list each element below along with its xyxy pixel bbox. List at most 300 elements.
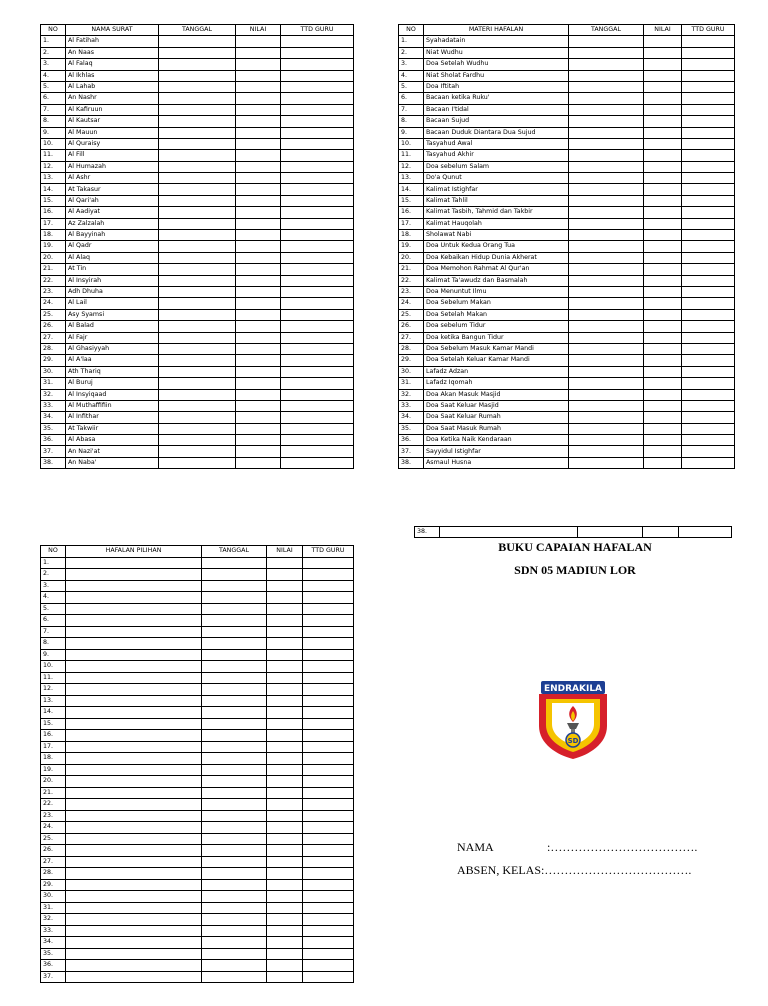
empty-cell (303, 948, 354, 960)
empty-cell (682, 264, 735, 275)
empty-cell (281, 321, 354, 332)
row-number: 2. (399, 47, 424, 58)
row-title: Al Insyiqaad (66, 389, 159, 400)
row-title: An Naas (66, 47, 159, 58)
empty-cell (569, 286, 644, 297)
empty-cell (303, 615, 354, 627)
row-number: 33. (399, 400, 424, 411)
row-number: 10. (399, 138, 424, 149)
empty-cell (159, 116, 236, 127)
materi-table (398, 24, 735, 469)
row-title: Sayyidul Istighfar (424, 446, 569, 457)
empty-cell (682, 116, 735, 127)
empty-cell (159, 309, 236, 320)
empty-cell (202, 718, 267, 730)
row-number: 31. (41, 378, 66, 389)
empty-cell (569, 150, 644, 161)
empty-cell (159, 343, 236, 354)
empty-cell (682, 343, 735, 354)
table-row (41, 799, 354, 811)
table-row (41, 127, 354, 138)
empty-cell (281, 218, 354, 229)
empty-cell (236, 173, 281, 184)
empty-cell (281, 150, 354, 161)
empty-cell (682, 332, 735, 343)
table-row (399, 264, 735, 275)
table-row (399, 150, 735, 161)
row-title: Doa Iftitah (424, 81, 569, 92)
table-row (41, 672, 354, 684)
empty-cell (267, 753, 303, 765)
empty-cell (236, 93, 281, 104)
table-row (41, 603, 354, 615)
row-number: 2. (41, 569, 66, 581)
empty-cell (569, 446, 644, 457)
row-number: 36. (399, 435, 424, 446)
empty-cell (682, 275, 735, 286)
table-row (41, 845, 354, 857)
table-row (41, 36, 354, 47)
empty-cell (66, 971, 202, 983)
table-row (41, 70, 354, 81)
empty-cell (159, 195, 236, 206)
empty-cell (267, 730, 303, 742)
empty-cell (569, 457, 644, 468)
table-row (41, 741, 354, 753)
empty-cell (440, 527, 578, 538)
row-number: 18. (41, 230, 66, 241)
empty-cell (682, 36, 735, 47)
empty-cell (569, 104, 644, 115)
empty-cell (303, 557, 354, 569)
row-title: Bacaan Duduk Diantara Dua Sujud (424, 127, 569, 138)
row-number: 29. (41, 879, 66, 891)
row-title: Al Quraisy (66, 138, 159, 149)
empty-cell (202, 799, 267, 811)
empty-cell (267, 879, 303, 891)
table-row (399, 286, 735, 297)
empty-cell (569, 36, 644, 47)
empty-cell (236, 286, 281, 297)
empty-cell (66, 891, 202, 903)
table-row (41, 298, 354, 309)
row-number: 21. (399, 264, 424, 275)
empty-cell (236, 378, 281, 389)
empty-cell (66, 856, 202, 868)
empty-cell (281, 81, 354, 92)
empty-cell (236, 161, 281, 172)
table-row (41, 138, 354, 149)
empty-cell (66, 822, 202, 834)
row-number: 29. (41, 355, 66, 366)
row-number: 5. (399, 81, 424, 92)
empty-cell (202, 833, 267, 845)
empty-cell (159, 138, 236, 149)
row-title: Bacaan ketika Ruku' (424, 93, 569, 104)
empty-cell (159, 36, 236, 47)
table-row (41, 446, 354, 457)
table-row (399, 184, 735, 195)
row-title: Ath Thariq (66, 366, 159, 377)
row-number: 11. (41, 672, 66, 684)
row-number: 26. (41, 845, 66, 857)
row-number: 33. (41, 400, 66, 411)
row-number: 34. (41, 412, 66, 423)
empty-cell (303, 776, 354, 788)
empty-cell (682, 286, 735, 297)
empty-cell (236, 446, 281, 457)
table-row (41, 150, 354, 161)
table-row (399, 241, 735, 252)
empty-cell (159, 184, 236, 195)
row-number: 17. (399, 218, 424, 229)
empty-cell (644, 150, 682, 161)
empty-cell (66, 730, 202, 742)
empty-cell (159, 252, 236, 263)
empty-cell (66, 672, 202, 684)
table-row (41, 264, 354, 275)
row-number: 20. (399, 252, 424, 263)
empty-cell (236, 70, 281, 81)
empty-cell (644, 400, 682, 411)
row-number: 23. (399, 286, 424, 297)
empty-cell (281, 435, 354, 446)
empty-cell (236, 264, 281, 275)
empty-cell (236, 59, 281, 70)
table-row (41, 810, 354, 822)
table-row (399, 412, 735, 423)
table-row (41, 707, 354, 719)
empty-cell (569, 321, 644, 332)
table-row (41, 275, 354, 286)
row-number: 32. (399, 389, 424, 400)
empty-cell (303, 787, 354, 799)
table-row (41, 626, 354, 638)
row-number: 21. (41, 787, 66, 799)
table-row (399, 47, 735, 58)
empty-cell (281, 230, 354, 241)
endrakila-logo (533, 678, 613, 760)
row-number: 25. (399, 309, 424, 320)
empty-cell (159, 47, 236, 58)
table-row (41, 59, 354, 70)
empty-cell (159, 161, 236, 172)
empty-cell (281, 207, 354, 218)
empty-cell (202, 925, 267, 937)
empty-cell (281, 366, 354, 377)
empty-cell (267, 592, 303, 604)
row-number: 3. (399, 59, 424, 70)
empty-cell (303, 971, 354, 983)
empty-cell (66, 592, 202, 604)
table-row (399, 400, 735, 411)
row-number: 9. (399, 127, 424, 138)
empty-cell (281, 241, 354, 252)
empty-cell (682, 93, 735, 104)
row-number: 16. (41, 207, 66, 218)
empty-cell (159, 70, 236, 81)
empty-cell (644, 173, 682, 184)
empty-cell (267, 615, 303, 627)
row-title: Sholawat Nabi (424, 230, 569, 241)
col-header-materi-hafalan: MATERI HAFALAN (424, 25, 569, 36)
table-row (41, 366, 354, 377)
empty-cell (682, 241, 735, 252)
empty-cell (267, 914, 303, 926)
empty-cell (159, 218, 236, 229)
empty-cell (303, 902, 354, 914)
empty-cell (281, 378, 354, 389)
row-title: Doa sebelum Salam (424, 161, 569, 172)
empty-cell (267, 569, 303, 581)
empty-cell (202, 776, 267, 788)
row-title: Al Mauun (66, 127, 159, 138)
table-row (41, 695, 354, 707)
row-number: 28. (399, 343, 424, 354)
empty-cell (569, 81, 644, 92)
row-number: 31. (41, 902, 66, 914)
col-header-no: NO (41, 546, 66, 558)
empty-cell (236, 423, 281, 434)
empty-cell (281, 309, 354, 320)
table-row (41, 569, 354, 581)
empty-cell (267, 937, 303, 949)
row-number: 26. (399, 321, 424, 332)
row-number: 10. (41, 138, 66, 149)
empty-cell (281, 275, 354, 286)
empty-cell (66, 741, 202, 753)
empty-cell (202, 764, 267, 776)
table-row (41, 833, 354, 845)
empty-cell (236, 457, 281, 468)
table-row (399, 332, 735, 343)
empty-cell (682, 59, 735, 70)
empty-cell (303, 810, 354, 822)
empty-cell (66, 603, 202, 615)
empty-cell (267, 695, 303, 707)
empty-cell (303, 580, 354, 592)
empty-cell (569, 298, 644, 309)
empty-cell (569, 378, 644, 389)
table-row (399, 435, 735, 446)
col-header-nilai: NILAI (644, 25, 682, 36)
row-title: At Tin (66, 264, 159, 275)
empty-cell (236, 309, 281, 320)
col-header-nama-surat: NAMA SURAT (66, 25, 159, 36)
empty-cell (644, 81, 682, 92)
empty-cell (159, 230, 236, 241)
row-number: 3. (41, 580, 66, 592)
empty-cell (159, 412, 236, 423)
empty-cell (569, 435, 644, 446)
table-row (41, 93, 354, 104)
row-number: 29. (399, 355, 424, 366)
empty-cell (644, 70, 682, 81)
empty-cell (202, 845, 267, 857)
empty-cell (569, 366, 644, 377)
empty-cell (236, 332, 281, 343)
row-number: 10. (41, 661, 66, 673)
empty-cell (569, 47, 644, 58)
empty-cell (236, 47, 281, 58)
row-number: 14. (41, 184, 66, 195)
empty-cell (569, 184, 644, 195)
table-row (41, 914, 354, 926)
empty-cell (66, 776, 202, 788)
empty-cell (644, 264, 682, 275)
empty-cell (202, 948, 267, 960)
absen-kelas-field (457, 863, 691, 878)
table-row (399, 230, 735, 241)
row-number: 36. (41, 435, 66, 446)
empty-cell (682, 184, 735, 195)
empty-cell (303, 603, 354, 615)
empty-cell (66, 557, 202, 569)
empty-cell (236, 389, 281, 400)
table-row (41, 879, 354, 891)
empty-cell (159, 332, 236, 343)
empty-cell (644, 389, 682, 400)
row-title: Al Abasa (66, 435, 159, 446)
row-title: Doa Setelah Makan (424, 309, 569, 320)
empty-cell (267, 718, 303, 730)
empty-cell (267, 902, 303, 914)
table-row (41, 286, 354, 297)
row-title: Doa Saat Keluar Rumah (424, 412, 569, 423)
row-number: 1. (399, 36, 424, 47)
empty-cell (682, 218, 735, 229)
table-row (41, 321, 354, 332)
table-row (399, 275, 735, 286)
row-title: Al Muthaffifiin (66, 400, 159, 411)
empty-cell (281, 457, 354, 468)
empty-cell (202, 879, 267, 891)
empty-cell (281, 116, 354, 127)
row-title: Doa Sebelum Masuk Kamar Mandi (424, 343, 569, 354)
row-title: Bacaan I'tidal (424, 104, 569, 115)
empty-cell (682, 355, 735, 366)
empty-cell (644, 275, 682, 286)
empty-cell (682, 47, 735, 58)
empty-cell (267, 822, 303, 834)
empty-cell (303, 960, 354, 972)
row-number: 5. (41, 81, 66, 92)
empty-cell (303, 707, 354, 719)
empty-cell (66, 902, 202, 914)
empty-cell (682, 70, 735, 81)
school-name: SDN 05 MADIUN LOR (514, 563, 636, 577)
empty-cell (281, 138, 354, 149)
empty-cell (569, 195, 644, 206)
empty-cell (267, 845, 303, 857)
row-title: Al Infithar (66, 412, 159, 423)
row-title: An Nazi'at (66, 446, 159, 457)
row-title: At Takwiir (66, 423, 159, 434)
row-number: 22. (41, 799, 66, 811)
row-title: Doa sebelum Tidur (424, 321, 569, 332)
table-row (41, 730, 354, 742)
empty-cell (303, 891, 354, 903)
row-number: 9. (41, 127, 66, 138)
table-row (41, 355, 354, 366)
row-number: 23. (41, 810, 66, 822)
empty-cell (569, 207, 644, 218)
table-row (399, 298, 735, 309)
table-row (399, 36, 735, 47)
row-number: 13. (41, 173, 66, 184)
row-number: 12. (41, 161, 66, 172)
empty-cell (644, 138, 682, 149)
empty-cell (236, 241, 281, 252)
empty-cell (236, 36, 281, 47)
empty-cell (66, 787, 202, 799)
row-number: 24. (41, 822, 66, 834)
table-row (399, 366, 735, 377)
row-number: 7. (399, 104, 424, 115)
col-header-nilai: NILAI (236, 25, 281, 36)
row-title: An Naba' (66, 457, 159, 468)
empty-cell (202, 753, 267, 765)
row-number: 37. (41, 446, 66, 457)
table-row (399, 173, 735, 184)
empty-cell (644, 59, 682, 70)
empty-cell (202, 868, 267, 880)
empty-cell (644, 412, 682, 423)
row-number: 37. (399, 446, 424, 457)
row-number: 19. (41, 241, 66, 252)
empty-cell (267, 810, 303, 822)
row-number: 22. (399, 275, 424, 286)
empty-cell (159, 59, 236, 70)
row-title: Al Bayyinah (66, 230, 159, 241)
empty-cell (66, 833, 202, 845)
table-row (399, 138, 735, 149)
logo-banner-text: ENDRAKILA (543, 684, 603, 694)
row-title: Kalimat Tasbih, Tahmid dan Takbir (424, 207, 569, 218)
col-header-hafalan-pilihan: HAFALAN PILIHAN (66, 546, 202, 558)
empty-cell (303, 925, 354, 937)
row-title: Doa Kebaikan Hidup Dunia Akherat (424, 252, 569, 263)
empty-cell (281, 195, 354, 206)
table-row (399, 343, 735, 354)
row-title: Al Fajr (66, 332, 159, 343)
table-row (41, 856, 354, 868)
row-title: Tasyahud Awal (424, 138, 569, 149)
empty-cell (569, 230, 644, 241)
empty-cell (281, 389, 354, 400)
empty-cell (202, 707, 267, 719)
table-row (41, 960, 354, 972)
empty-cell (644, 116, 682, 127)
empty-cell (303, 753, 354, 765)
empty-cell (281, 423, 354, 434)
table-row (41, 81, 354, 92)
row-number: 1. (41, 557, 66, 569)
table-row (41, 309, 354, 320)
row-title: Asmaul Husna (424, 457, 569, 468)
empty-cell (159, 389, 236, 400)
row-number: 12. (41, 684, 66, 696)
empty-cell (267, 672, 303, 684)
empty-cell (682, 457, 735, 468)
empty-cell (202, 615, 267, 627)
row-number: 15. (41, 195, 66, 206)
empty-cell (281, 93, 354, 104)
row-number: 15. (399, 195, 424, 206)
row-number: 33. (41, 925, 66, 937)
empty-cell (66, 695, 202, 707)
row-title: Al Ashr (66, 173, 159, 184)
